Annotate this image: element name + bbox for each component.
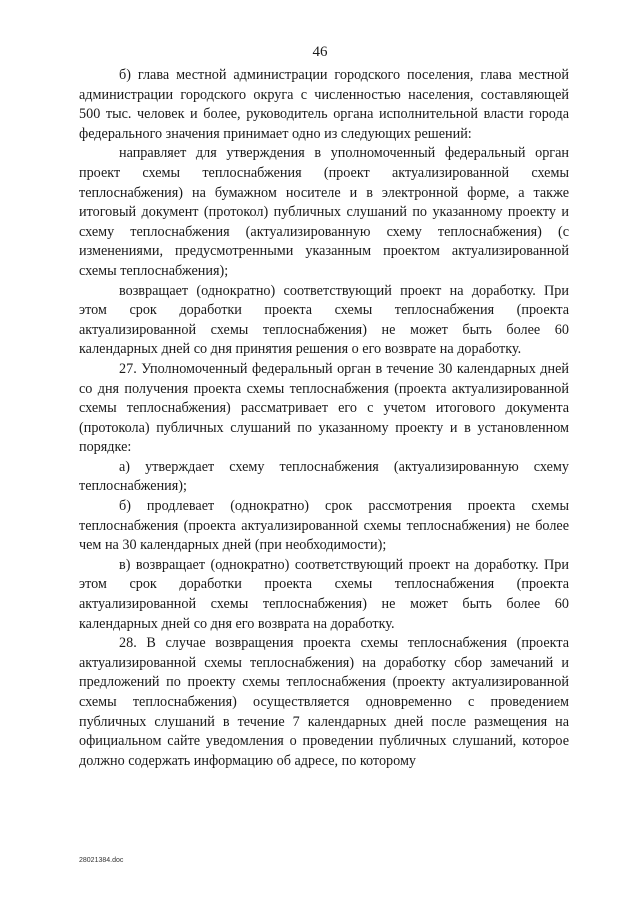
paragraph: 27. Уполномоченный федеральный орган в течение 30 календарных дней со дня получения проекта схемы теплоснабжения (проекта актуализированной схемы теплоснабжения) рассматривает его с учетом итогового документа (протокола) публичных слушаний по указанному проекту и в установленном порядке: [79,360,569,456]
document-body [79,66,569,771]
paragraph: 28. В случае возвращения проекта схемы теплоснабжения (проекта актуализированной схемы теплоснабжения) на доработку сбор замечаний и предложений по проекту схемы теплоснабжения (проекту актуализированной схемы теплоснабжения) осуществляется одновременно с проведением публичных слушаний в течение 7 календарных дней после размещения на официальном сайте уведомления о проведении публичных слушаний, которое должно содержать информацию об адресе, по которому [79,635,569,769]
paragraph: а) утверждает схему теплоснабжения (актуализированную схему теплоснабжения); [79,458,569,495]
paragraph: в) возвращает (однократно) соответствующий проект на доработку. При этом срок доработки проекта схемы теплоснабжения (проекта актуализированной схемы теплоснабжения) не может быть более 60 календарных дней со дня его возврата на доработку. [79,556,569,632]
file-name-footer: 28021384.doc [79,857,124,864]
page-number: 46 [312,44,328,60]
paragraph: направляет для утверждения в уполномоченный федеральный орган проект схемы теплоснабжения (проект актуализированной схемы теплоснабжения) на бумажном носителе и в электронной форме, а также итоговый документ (протокол) публичных слушаний по указанному проекту и схему теплоснабжения (актуализированную схему теплоснабжения) (с изменениями, предусмотренными указанным проектом актуализированной схемы теплоснабжения); [79,145,569,279]
paragraph: б) продлевает (однократно) срок рассмотрения проекта схемы теплоснабжения (проекта актуализированной схемы теплоснабжения) не более чем на 30 календарных дней (при необходимости); [79,498,569,554]
paragraph: б) глава местной администрации городского поселения, глава местной администрации городского округа с численностью населения, составляющей 500 тыс. человек и более, руководитель органа исполнительной власти города федерального значения принимает одно из следующих решений: [79,67,569,142]
paragraph: возвращает (однократно) соответствующий проект на доработку. При этом срок доработки проекта схемы теплоснабжения (проекта актуализированной схемы теплоснабжения) не может быть более 60 календарных дней со дня принятия решения о его возврате на доработку. [79,282,569,358]
